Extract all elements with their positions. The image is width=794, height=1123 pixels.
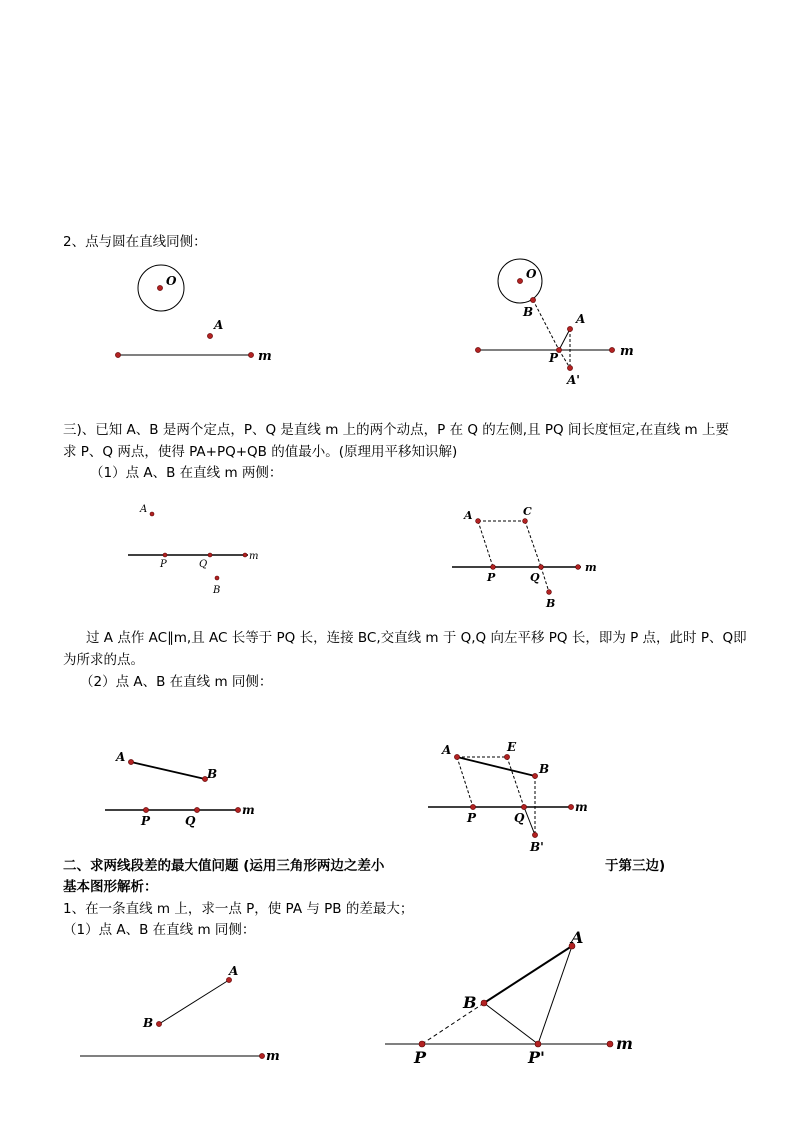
problem-3-line-2: 求 P、Q 两点，使得 PA+PQ+QB 的值最小。(原理用平移知识解) [63, 444, 458, 460]
segment-ap-dashed [457, 757, 473, 807]
point-m-right-end [235, 807, 240, 812]
point-a [207, 333, 212, 338]
section-er-heading-right: 于第三边) [605, 858, 666, 874]
label-b: B [143, 1016, 154, 1030]
label-o: O [166, 274, 177, 288]
point-a [476, 519, 481, 524]
section-er-heading-left: 二、求两线段差的最大值问题 (运用三角形两边之差小 [63, 858, 385, 874]
label-b: B [539, 762, 550, 776]
segment-ab [131, 762, 205, 779]
point-q [539, 565, 544, 570]
label-q: Q [530, 571, 540, 584]
label-p: P [467, 811, 477, 825]
point-b [215, 576, 219, 580]
segment-pa-prime-dashed [559, 350, 570, 368]
point-b [532, 773, 537, 778]
label-m: m [242, 803, 255, 817]
segment-ab [457, 757, 535, 776]
point-a [454, 754, 459, 759]
point-o [517, 278, 522, 283]
basic-analysis-heading: 基本图形解析： [63, 879, 158, 895]
point-a [226, 977, 231, 982]
label-m: m [266, 1049, 280, 1064]
label-b: B [463, 993, 477, 1012]
point-b-prime [532, 832, 537, 837]
point-b [156, 1021, 161, 1026]
label-b: B [213, 585, 221, 596]
label-q: Q [514, 811, 525, 825]
point-o [157, 285, 162, 290]
label-m: m [249, 551, 259, 562]
point-c [523, 519, 528, 524]
item-1-text: 1、在一条直线 m 上，求一点 P，使 PA 与 PB 的差最大； [63, 901, 414, 917]
point-m-right-end [576, 565, 581, 570]
label-p: P [141, 814, 151, 828]
point-m-right-end [568, 804, 573, 809]
point-a [128, 759, 133, 764]
segment-qb-prime [524, 807, 535, 835]
label-a: A [214, 318, 224, 332]
label-o: O [526, 267, 537, 281]
label-q: Q [199, 559, 208, 570]
point-m-left-end [475, 347, 480, 352]
point-p [491, 565, 496, 570]
segment-bp-dashed [533, 300, 559, 350]
label-a: A [571, 928, 584, 947]
label-a-prime: A' [567, 373, 580, 387]
case-2-heading: （2）点 A、B 在直线 m 同侧： [80, 674, 273, 690]
label-m: m [575, 800, 588, 814]
problem-3-line-1: 三)、已知 A、B 是两个定点，P、Q 是直线 m 上的两个动点，P 在 Q 的左侧,且 PQ 间长度恒定,在直线 m 上要 [63, 422, 729, 438]
figure-pq-same-side-right [428, 757, 572, 835]
item-1-case-1: （1）点 A、B 在直线 m 同侧： [63, 922, 256, 938]
label-p: P [549, 351, 559, 365]
segment-ab [484, 946, 572, 1003]
figure-diff-right [385, 946, 612, 1044]
point-e [504, 754, 509, 759]
label-c: C [523, 505, 532, 518]
label-b-prime: B' [530, 840, 544, 854]
segment-bp-prime [484, 1003, 538, 1044]
point-p [143, 807, 148, 812]
figure-circle-point-right [478, 259, 613, 368]
point-b [481, 1000, 487, 1006]
label-p-prime: P' [528, 1048, 545, 1067]
point-q [194, 807, 199, 812]
label-m: m [620, 344, 634, 359]
segment-ab [159, 980, 229, 1024]
label-e: E [507, 740, 517, 754]
point-m-right-end [609, 347, 614, 352]
explanation-line-2: 为所求的点。 [63, 652, 144, 668]
point-m-right-end [259, 1053, 264, 1058]
segment-cq-dashed [525, 521, 541, 567]
case-1-heading: （1）点 A、B 在直线 m 两侧： [90, 465, 283, 481]
figure-circle-point-left [118, 265, 252, 355]
segment-eq-dashed [507, 757, 524, 807]
label-m: m [258, 349, 272, 364]
label-a: A [464, 509, 473, 522]
point-q [521, 804, 526, 809]
point-m-left-end [115, 352, 120, 357]
figure-pq-same-side-left [105, 762, 240, 810]
segment-ap-dashed [478, 521, 493, 567]
label-m: m [616, 1034, 633, 1053]
point-b [530, 297, 535, 302]
label-p: P [487, 571, 496, 584]
point-p-prime [535, 1041, 541, 1047]
point-p [419, 1041, 425, 1047]
label-a: A [140, 504, 148, 515]
label-a: A [116, 750, 126, 764]
point-a [150, 512, 154, 516]
figure-diff-left [80, 980, 262, 1056]
point-b [547, 590, 552, 595]
label-m: m [585, 561, 597, 574]
figure-pq-two-sides-right [452, 521, 581, 592]
point-a [567, 326, 572, 331]
label-a: A [576, 312, 586, 326]
point-m-right-end [248, 352, 253, 357]
segment-ap-prime [538, 946, 572, 1044]
label-b: B [207, 767, 218, 781]
section-2-heading: 2、点与圆在直线同侧： [63, 234, 207, 250]
label-b: B [546, 597, 556, 610]
point-p [470, 804, 475, 809]
label-p: P [414, 1048, 427, 1067]
point-q [208, 553, 212, 557]
point-m-right-end [243, 553, 247, 557]
segment-pa [559, 329, 570, 350]
point-p [163, 553, 167, 557]
point-a-prime [567, 365, 572, 370]
point-m-right-end [607, 1041, 613, 1047]
label-a: A [442, 743, 452, 757]
label-p: P [160, 559, 167, 570]
label-b: B [523, 305, 534, 319]
label-q: Q [185, 814, 196, 828]
explanation-line-1: 过 A 点作 AC∥m,且 AC 长等于 PQ 长，连接 BC,交直线 m 于 Q,Q 向左平移 PQ 长，即为 P 点，此时 P、Q即 [86, 630, 747, 646]
label-a: A [229, 964, 239, 978]
segment-qb-dashed [541, 567, 549, 592]
